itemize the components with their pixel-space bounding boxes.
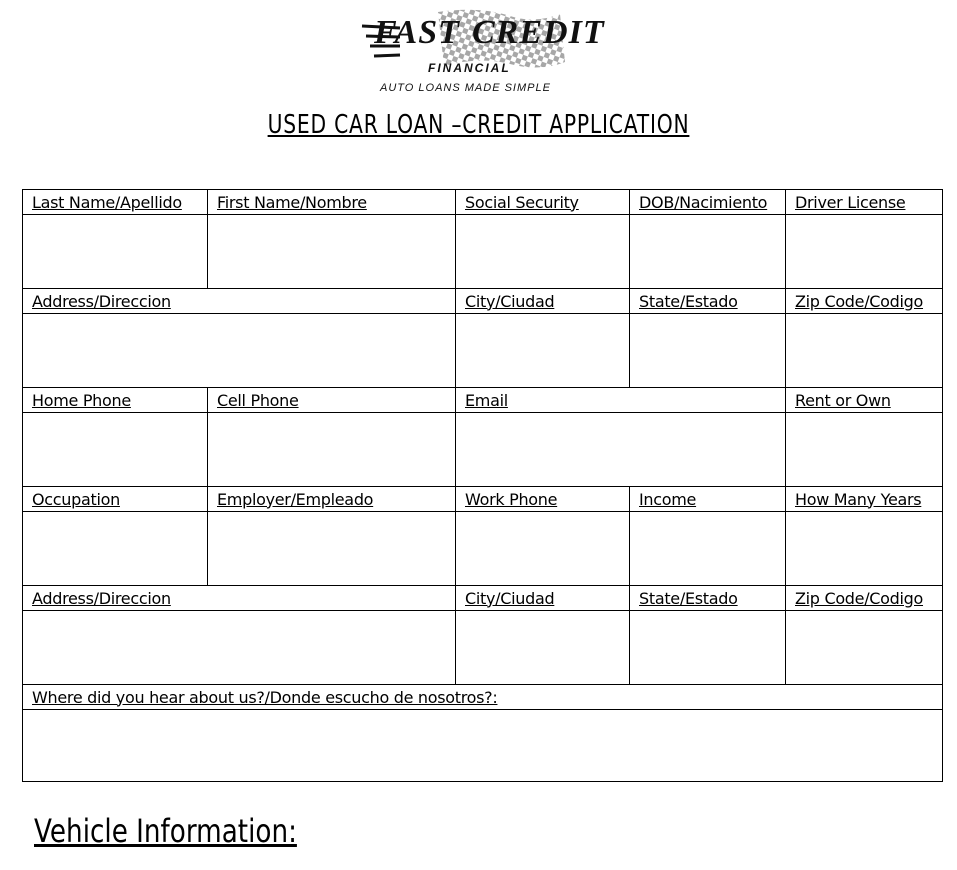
label-income: Income xyxy=(630,487,786,512)
label-years: How Many Years xyxy=(786,487,943,512)
state-field[interactable] xyxy=(630,314,786,388)
table-row xyxy=(23,289,943,314)
driver-license-field[interactable] xyxy=(786,215,943,289)
vehicle-information-heading: Vehicle Information: xyxy=(34,812,297,850)
document-title: USED CAR LOAN –CREDIT APPLICATION xyxy=(267,110,690,140)
label-driver-license: Driver License xyxy=(786,190,943,215)
label-first-name: First Name/Nombre xyxy=(208,190,456,215)
work-phone-field[interactable] xyxy=(456,512,630,586)
logo-word-fast: FAST xyxy=(374,14,460,51)
label-state: State/Estado xyxy=(630,289,786,314)
dob-field[interactable] xyxy=(630,215,786,289)
first-name-field[interactable] xyxy=(208,215,456,289)
table-row xyxy=(23,413,943,487)
home-phone-field[interactable] xyxy=(23,413,208,487)
table-row xyxy=(23,215,943,289)
table-row xyxy=(23,586,943,611)
logo-tagline: AUTO LOANS MADE SIMPLE xyxy=(380,82,551,94)
social-security-field[interactable] xyxy=(456,215,630,289)
label-cell-phone: Cell Phone xyxy=(208,388,456,413)
employer-city-field[interactable] xyxy=(456,611,630,685)
label-dob: DOB/Nacimiento xyxy=(630,190,786,215)
zip-field[interactable] xyxy=(786,314,943,388)
credit-application-table xyxy=(22,189,943,782)
employer-state-field[interactable] xyxy=(630,611,786,685)
rent-own-field[interactable] xyxy=(786,413,943,487)
table-row xyxy=(23,685,943,710)
email-field[interactable] xyxy=(456,413,786,487)
table-row xyxy=(23,710,943,782)
last-name-field[interactable] xyxy=(23,215,208,289)
label-employer-state: State/Estado xyxy=(630,586,786,611)
label-rent-own: Rent or Own xyxy=(786,388,943,413)
table-row xyxy=(23,487,943,512)
income-field[interactable] xyxy=(630,512,786,586)
label-zip: Zip Code/Codigo xyxy=(786,289,943,314)
label-home-phone: Home Phone xyxy=(23,388,208,413)
label-email: Email xyxy=(456,388,786,413)
label-social-security: Social Security xyxy=(456,190,630,215)
label-last-name: Last Name/Apellido xyxy=(23,190,208,215)
label-employer-city: City/Ciudad xyxy=(456,586,630,611)
label-employer-address: Address/Direccion xyxy=(23,586,456,611)
label-employer: Employer/Empleado xyxy=(208,487,456,512)
referral-field[interactable] xyxy=(23,710,943,782)
company-logo xyxy=(360,6,610,98)
table-row xyxy=(23,388,943,413)
logo-subtitle: FINANCIAL xyxy=(428,61,511,75)
label-city: City/Ciudad xyxy=(456,289,630,314)
table-row xyxy=(23,611,943,685)
logo-word-credit: CREDIT xyxy=(472,14,605,51)
employer-zip-field[interactable] xyxy=(786,611,943,685)
table-row xyxy=(23,512,943,586)
employer-field[interactable] xyxy=(208,512,456,586)
address-field[interactable] xyxy=(23,314,456,388)
table-row xyxy=(23,314,943,388)
table-row xyxy=(23,190,943,215)
label-occupation: Occupation xyxy=(23,487,208,512)
city-field[interactable] xyxy=(456,314,630,388)
label-address: Address/Direccion xyxy=(23,289,456,314)
cell-phone-field[interactable] xyxy=(208,413,456,487)
employer-address-field[interactable] xyxy=(23,611,456,685)
label-work-phone: Work Phone xyxy=(456,487,630,512)
occupation-field[interactable] xyxy=(23,512,208,586)
years-field[interactable] xyxy=(786,512,943,586)
label-referral: Where did you hear about us?/Donde escucho de nosotros?: xyxy=(23,685,943,710)
label-employer-zip: Zip Code/Codigo xyxy=(786,586,943,611)
